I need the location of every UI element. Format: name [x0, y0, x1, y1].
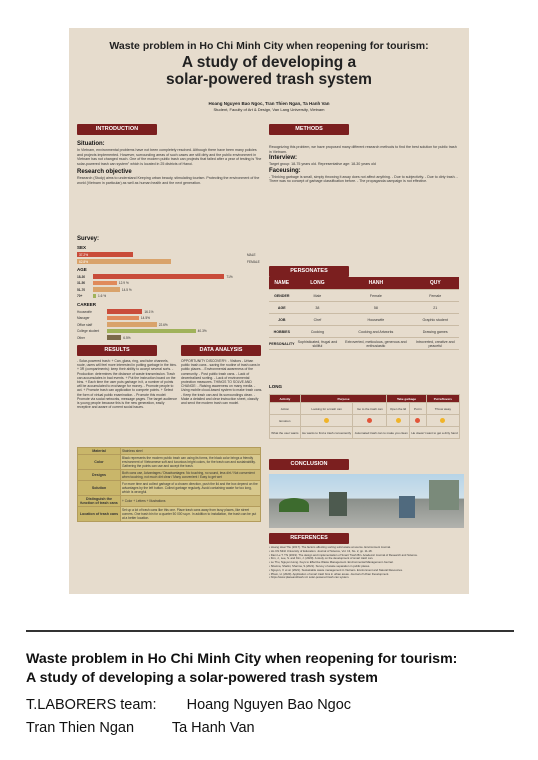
reference-item: • Le Thu, Nguyen Hong. Keys to Effective Waste Management. Environmental Management Journal. — [269, 560, 394, 565]
career-bar — [107, 322, 157, 327]
long-cell: What the user wants — [270, 427, 301, 439]
design-row — [78, 455, 261, 470]
reference-item: • Pham, H. (2020). Application of smart trash bins in urban areas. Journal of Urban Development. — [269, 571, 390, 576]
career-category-label: Manager — [77, 316, 90, 320]
persona-cell: Male — [295, 290, 341, 302]
caption-team-line — [26, 697, 351, 713]
career-value-label: 40.3% — [197, 329, 207, 333]
persona-cell: PERSONALITY — [269, 338, 295, 350]
persona-cell: Chef — [295, 314, 341, 326]
caption-title — [26, 650, 526, 688]
poster-title-line2: A study of developing a — [181, 54, 357, 71]
results-text: - Solar-powered trash: + Can, glass, ring, and tube channels, route, users will feel more interested in putting garbage in the bins. + 3R (compartments): keep their ability to accept several sorts. - Production: determines the distance of waste transmission. Trash can accumulates in bad events. + Put the instruction board on the bins. + Each time the user puts garbage in it, a number of points will be accumulated to exchange for money. - Promote people to act. + Promote trash can application to compete points. + Select the form of virtual public examination. - Promote this model: Promote via social networks, message pages. The target audience is young people because this is the new generation, easily receptive and aware of current social issues. — [77, 359, 178, 410]
design-row-key: Designs — [78, 470, 121, 481]
neutral-face-icon — [440, 418, 445, 423]
persona-row — [269, 314, 459, 326]
persona-cell: Sophisticated, frugal and skillful — [295, 338, 341, 350]
long-row-wants — [270, 427, 460, 439]
age-bar — [93, 287, 120, 292]
design-row-value: Set up a lot of trash cans like this one. Place trash cans away from busy places, like street corners. One trash bin for a quarter 50 000 sq.m. In addition to installation, the trash can be put at a better location. — [121, 507, 261, 522]
references-header: REFERENCES — [269, 533, 349, 544]
situation-text: In Vietnam, environmental problems have not been completely resolved. Although there have been many policies and projects implemented. However, surrounding areas of such cases are still dirty and the public environment in Vietnam has not changed much. One of the modern public trash can projects that failed after a year of testing is "the solar-powered trash can system" which is located in 25 districts of Hanoi. — [77, 148, 262, 166]
design-row-value: Black represents the modern public trash can using its forms, the black color brings a friendly environment of Vietnamese soft and luxurious bright colors, for the trash can and sustainability. Gathering the points can use and accept the trash. — [121, 455, 261, 470]
age-value-label: 71% — [226, 274, 233, 279]
age-value-label: 14.5 % — [121, 287, 132, 292]
persona-cell: HOBBIES — [269, 326, 295, 338]
sad-face-icon — [415, 418, 420, 423]
persona-column-3: QUY — [411, 277, 459, 290]
trash-system-photo — [269, 474, 464, 528]
long-journey — [269, 384, 460, 444]
age-value-label: 12.9 % — [118, 281, 129, 285]
design-row-value: + Color + Letters + Illustrations — [121, 496, 261, 507]
personas-header-row — [269, 277, 459, 290]
sex-value-label: 62.8% — [79, 259, 89, 264]
persona-row — [269, 326, 459, 338]
poster — [69, 28, 469, 594]
reference-item: • Sharma, Shalini, Sharma, S.(2021). Survey of waste separation in public places. — [269, 563, 371, 568]
poster-affiliation: Student, Faculty of Art & Design, Van Lang University, Vietnam — [213, 107, 325, 112]
facesing-text: - Thinking garbage is small, simply throwing it away does not affect anything. - Due to subjectivity. - Due to dirty trash. - There was no concept of garbage classification before. - The propaganda campaign is not effective. — [269, 174, 458, 184]
sex-bar — [77, 259, 171, 264]
long-col-put-leftovers: Put leftovers — [426, 395, 459, 403]
age-bar — [93, 294, 96, 299]
team-label: T.LABORERS team: — [26, 697, 157, 713]
long-row-action — [270, 403, 460, 415]
objective-title: Research objective — [77, 169, 132, 176]
career-category-label: Office staff — [77, 322, 93, 327]
sex-category-label: FEMALE — [247, 259, 260, 264]
caption-title-line2: A study of developing a solar-powered trash system — [26, 670, 378, 686]
persona-cell: JOB — [269, 314, 295, 326]
reference-item: • Dam Le T. Thi (2019). The design and implementation of Smart Trash Bin. Academic Journal of Research and Science. — [269, 552, 418, 557]
building-shape — [429, 480, 459, 510]
sex-label: SEX — [77, 245, 87, 250]
persona-cell: Housewife — [340, 314, 411, 326]
situation-title: Situation: — [77, 141, 105, 147]
age-category-label: 70+ — [77, 294, 83, 298]
member-1: Hoang Nguyen Bao Ngoc — [186, 697, 352, 713]
emotion-cell — [410, 415, 427, 427]
design-row — [78, 496, 261, 507]
long-journey-table — [269, 394, 460, 439]
references-list — [269, 546, 463, 580]
methods-section — [269, 145, 459, 184]
design-row-value: Stainless steel — [121, 448, 261, 455]
methods-header: METHODS — [269, 124, 349, 135]
long-cell: Action — [270, 403, 301, 415]
career-category-label: Other — [77, 335, 85, 340]
member-2: Tran Thien Ngan — [26, 720, 135, 736]
personas-table — [269, 277, 459, 350]
persona-cell: 21 — [411, 302, 459, 314]
persona-column-0: NAME — [269, 277, 295, 290]
poster-title-line3: solar-powered trash system — [166, 71, 372, 88]
methods-text: Recognizing this problem, we have proposed many different research methods to find the best solution for public trash in Vietnam. — [269, 145, 457, 154]
persona-cell: GENDER — [269, 290, 295, 302]
emotion-cell — [300, 415, 353, 427]
introduction-header: INTRODUCTION — [77, 124, 157, 135]
tree-shape — [279, 498, 309, 512]
career-value-label: 6.5% — [123, 335, 131, 340]
reference-item: • https://www.planeandtrash.vn/ solar-powered trash can system. — [269, 575, 350, 580]
interview-title: Interview: — [269, 155, 298, 162]
persona-cell: 58 — [340, 302, 411, 314]
emotion-cell — [387, 415, 410, 427]
career-value-label: 14.5% — [140, 316, 150, 320]
reference-item: • Ho Chi Minh University of Education. Journal of Science, Vol. 13, No. 2, pp. 11-18. — [269, 548, 373, 553]
design-row-key: Color — [78, 455, 121, 470]
long-row-emotion — [270, 415, 460, 427]
persona-cell: 38 — [295, 302, 341, 314]
career-bar — [107, 329, 196, 334]
age-value-label: 1.6 % — [97, 294, 107, 298]
persona-cell: Extroverted, meticulous, generous and enthusiastic — [340, 338, 411, 350]
sex-value-label: 37.2% — [79, 252, 89, 257]
career-category-label: Housewife — [77, 309, 92, 314]
long-cell: Emotion — [270, 415, 301, 427]
persona-cell: Female — [411, 290, 459, 302]
design-row-key: Material — [78, 448, 121, 455]
emotion-cell — [426, 415, 459, 427]
objective-text: Research (Study) aims to understand Keeping urban beauty, stimulating tourism. Protecting the environment of the world (Vietnam in particular) as well as human health and the next generation. — [77, 176, 260, 185]
long-col-activity: Activity — [270, 395, 301, 403]
design-row-value: Both cans use, Advantages / Disadvantages: No touching, no sound, less dirt / Not convenient when touching, not much dirt clear / Many convenient / Easy to get wet — [121, 470, 261, 481]
long-cell: Go to the trash can — [353, 403, 387, 415]
long-journey-title: LONG — [269, 384, 282, 389]
introduction-section — [77, 140, 263, 186]
persona-cell: Cooking and Artworks — [340, 326, 411, 338]
data-analysis-text: OPPORTUNITY DISCOVERY: - Visitors - Urban public trash cans - saving the routine of trash cans in public places. - Environmental awareness of the community. - Post public trash cans. - Lack of decentralized sorting. - Lack of environmental protection measures. THINGS TO SOLVE AND CHANGE: - Raising awareness on many media. - Using mobile cloud-based system to make trash cans. - Keep the trash can and its surroundings clean. - Make a detailed and clear instruction sheet, classify and send the modern trash can model. — [181, 359, 263, 406]
results-header: RESULTS — [77, 345, 157, 356]
career-bar — [107, 335, 121, 340]
divider — [26, 630, 514, 632]
conclusion-header: CONCLUSION — [269, 459, 349, 470]
age-bar — [93, 274, 224, 279]
sad-face-icon — [367, 418, 372, 423]
persona-cell: Female — [340, 290, 411, 302]
poster-title-main — [69, 54, 469, 88]
design-row — [78, 470, 261, 481]
persona-cell: AGE — [269, 302, 295, 314]
trash-bin-shape — [399, 496, 415, 518]
member-3: Ta Hanh Van — [171, 720, 255, 736]
data-analysis-header: DATA ANALYSIS — [181, 345, 261, 356]
career-bar — [107, 316, 139, 321]
design-row-key: Distinguish the function of trash cans — [78, 496, 121, 507]
neutral-face-icon — [396, 418, 401, 423]
poster-title-line1: Waste problem in Ho Chi Minh City when reopening for tourism: — [109, 40, 429, 52]
trash-bin-shape — [329, 492, 347, 516]
persona-cell: Graphic student — [411, 314, 459, 326]
persona-cell: Drawing games — [411, 326, 459, 338]
design-row-key: Location of trash cans — [78, 507, 121, 522]
persona-row — [269, 302, 459, 314]
age-label: AGE — [77, 267, 87, 272]
career-label: CAREER — [77, 302, 97, 307]
long-cell: He wants to find a trash conveniently — [300, 427, 353, 439]
design-row-key: Solution — [78, 481, 121, 496]
long-cell: Throw away — [426, 403, 459, 415]
caption-title-line1: Waste problem in Ho Chi Minh City when reopening for tourism: — [26, 651, 458, 667]
long-col-take-garbage: Take garbage — [387, 395, 426, 403]
neutral-face-icon — [324, 418, 329, 423]
long-cell: He doesn't want to get a dirty hand — [410, 427, 460, 439]
persona-row — [269, 290, 459, 302]
design-row — [78, 481, 261, 496]
long-cell: Looking for a trash can — [300, 403, 353, 415]
persona-column-1: LONG — [295, 277, 341, 290]
design-row — [78, 448, 261, 455]
age-category-label: 18-30 — [77, 274, 86, 279]
persona-cell: Introverted, creative and peaceful — [411, 338, 459, 350]
persona-column-2: HANH — [340, 277, 411, 290]
survey-title: Survey: — [77, 236, 100, 242]
persona-cell: Cooking — [295, 326, 341, 338]
personas-header: PERSONATES — [269, 266, 349, 277]
persona-row — [269, 338, 459, 350]
age-category-label: 31-50 — [77, 281, 86, 285]
emotion-cell — [353, 415, 387, 427]
reference-item: • Nguyen, V. et al. (2021). Sustainable waste management in Vietnam. Environment and Natural Resources. — [269, 567, 403, 572]
facesing-title: Faceusing: — [269, 167, 301, 174]
reference-item: • Kim, J., Lee, S. and Kim, J. (2020). A study on the development of smart trash can. — [269, 556, 374, 561]
long-cell: Put in — [410, 403, 427, 415]
design-row-value: For more time and collect garbage of a chosen direction, push the lid and the box depend on the advantages by the left button. Collect garbage regularly. Avoid containing waste for too long, which is wrongful. — [121, 481, 261, 496]
career-value-label: 16.1% — [144, 309, 154, 314]
career-value-label: 22.6% — [158, 322, 168, 327]
long-cell: Open the lid — [387, 403, 410, 415]
age-category-label: 51-70 — [77, 287, 86, 292]
design-row — [78, 507, 261, 522]
career-category-label: College student — [77, 329, 100, 333]
career-bar — [107, 309, 142, 314]
age-bar — [93, 281, 117, 286]
interview-text: Target group: 18-75 years old. Representative age: 18-30 years old — [269, 162, 376, 167]
long-cell: Automated trash can to make you clean — [353, 427, 410, 439]
design-table — [77, 447, 261, 522]
poster-authors: Hoang Nguyen Bao Ngoc, Tran Thien Ngan, Ta Hanh Van — [208, 101, 330, 106]
sex-category-label: MALE — [247, 252, 256, 257]
caption-members-line — [26, 720, 255, 736]
long-col-purpose: Purpose — [300, 395, 387, 403]
reference-item: • Hoang Hoai Thu (2017). The factors affecting sorting solid waste at source. Environment Journal. — [269, 545, 391, 549]
